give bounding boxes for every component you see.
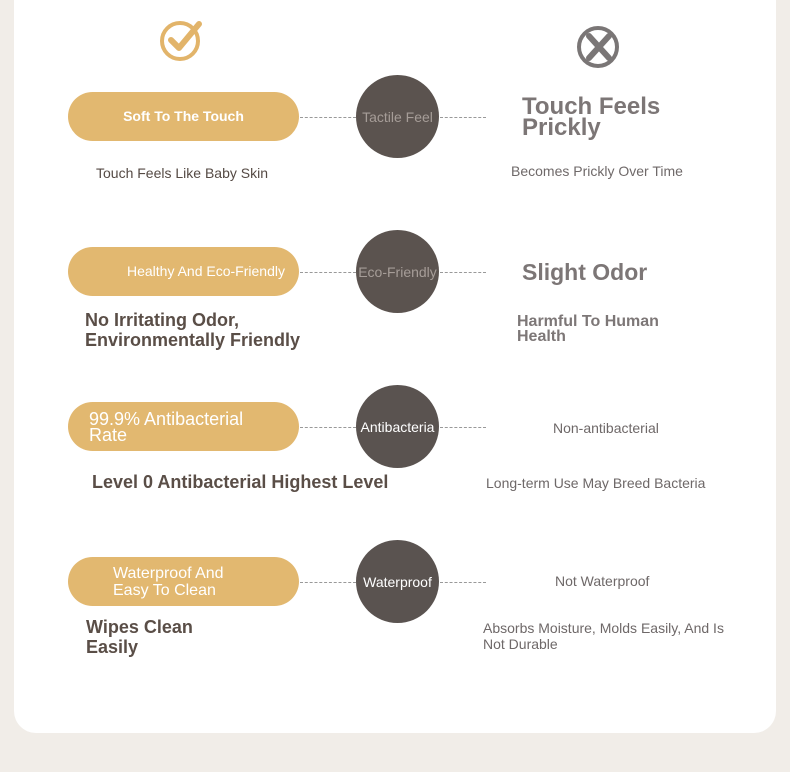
- bad-description: Long-term Use May Breed Bacteria: [486, 475, 706, 491]
- feature-circle: [356, 230, 439, 313]
- feature-label: Waterproof: [363, 573, 432, 590]
- good-feature-label: Soft To The Touch: [123, 108, 244, 125]
- feature-circle: [356, 75, 439, 158]
- connector-line: [440, 272, 486, 273]
- good-feature-pill: [68, 92, 299, 141]
- connector-line: [440, 117, 486, 118]
- feature-label: Eco-Friendly: [358, 263, 437, 280]
- bad-title: Touch Feels Prickly: [522, 93, 661, 141]
- feature-label: Antibacteria: [360, 418, 435, 435]
- good-feature-label: Healthy And Eco-Friendly: [127, 263, 285, 280]
- feature-circle: [356, 540, 439, 623]
- good-feature-label: 99.9% Antibacterial Rate: [89, 408, 244, 445]
- connector-line: [440, 582, 486, 583]
- good-description: Level 0 Antibacterial Highest Level: [92, 472, 389, 492]
- good-feature-pill: [68, 557, 299, 606]
- bad-description: Absorbs Moisture, Molds Easily, And Is Not Durable: [483, 620, 724, 652]
- bad-description: Harmful To Human Health: [517, 313, 659, 345]
- good-description: Touch Feels Like Baby Skin: [96, 165, 268, 181]
- bad-title: Non-antibacterial: [553, 420, 659, 436]
- feature-label: Tactile Feel: [362, 108, 433, 125]
- bad-description: Becomes Prickly Over Time: [511, 163, 683, 179]
- check-circle-icon: [159, 18, 203, 62]
- connector-line: [300, 582, 356, 583]
- good-feature-pill: [68, 247, 299, 296]
- bad-title: Slight Odor: [522, 259, 648, 285]
- good-feature-label: Waterproof And Easy To Clean: [113, 564, 224, 599]
- good-feature-pill: [68, 402, 299, 451]
- good-description: No Irritating Odor, Environmentally Friendly: [85, 310, 301, 350]
- good-description: Wipes Clean Easily: [86, 617, 193, 657]
- connector-line: [300, 427, 356, 428]
- x-circle-icon: [576, 25, 620, 69]
- feature-circle: [356, 385, 439, 468]
- connector-line: [440, 427, 486, 428]
- connector-line: [300, 117, 356, 118]
- connector-line: [300, 272, 356, 273]
- bad-title: Not Waterproof: [555, 573, 650, 589]
